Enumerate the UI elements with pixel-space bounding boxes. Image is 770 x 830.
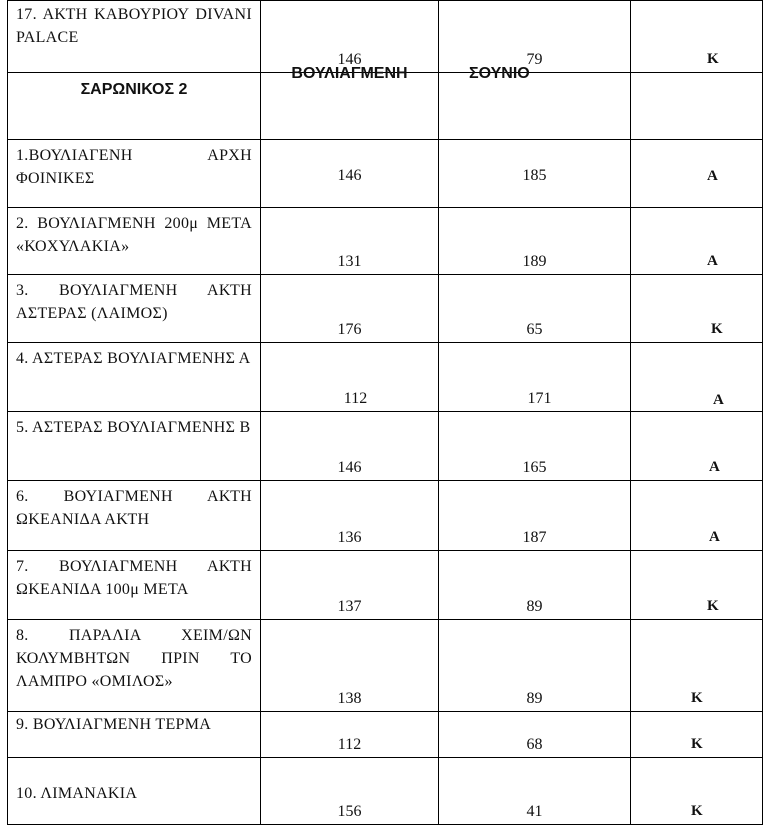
- beach-name-cell: [8, 140, 261, 208]
- vouliagmeni-value: 146: [337, 167, 362, 184]
- quality-grade: Α: [709, 529, 720, 545]
- sounio-value: 89: [526, 598, 543, 615]
- vouliagmeni-value-cell: [261, 343, 439, 412]
- vouliagmeni-value: 146: [337, 51, 362, 68]
- table-row: [8, 275, 763, 343]
- vouliagmeni-value-cell: [261, 1, 439, 73]
- vouliagmeni-value-cell: [261, 551, 439, 620]
- beach-name-cell: [8, 275, 261, 343]
- table-row: [8, 343, 763, 412]
- quality-grade: Κ: [691, 736, 703, 752]
- column-header-sounio: ΣΟΥΝΙΟ: [469, 65, 530, 82]
- beach-name: 1.ΒΟΥΛΙΑΓΕΝΗ ΑΡΧΗ ΦΟΙΝΙΚΕΣ: [16, 147, 252, 187]
- table-row: [8, 551, 763, 620]
- table-row: [8, 412, 763, 481]
- beach-name-cell: [8, 343, 261, 412]
- empty-header-cell: [631, 73, 763, 140]
- sounio-value-cell: [439, 208, 631, 275]
- vouliagmeni-value: 138: [337, 690, 362, 707]
- beach-name-cell: [8, 208, 261, 275]
- quality-grade: Α: [713, 392, 724, 408]
- vouliagmeni-value: 156: [337, 803, 362, 820]
- sounio-value-cell: [439, 758, 631, 825]
- vouliagmeni-value-cell: [261, 758, 439, 825]
- sounio-value-cell: [439, 343, 631, 412]
- beach-name: 5. ΑΣΤΕΡΑΣ ΒΟΥΛΙΑΓΜΕΝΗΣ Β: [16, 419, 251, 436]
- sounio-value-cell: [439, 620, 631, 712]
- table-row: [8, 620, 763, 712]
- beach-name: 8. ΠΑΡΑΛΙΑ ΧΕΙΜ/ΩΝ ΚΟΛΥΜΒΗΤΩΝ ΠΡΙΝ ΤΟ ΛΑΜΠΡΟ «ΟΜΙΛΟΣ»: [16, 627, 252, 690]
- vouliagmeni-value-cell: [261, 140, 439, 208]
- table-row: [8, 140, 763, 208]
- grade-cell: [631, 712, 763, 758]
- table-row: [8, 481, 763, 551]
- sounio-value: 65: [526, 321, 543, 338]
- quality-grade: Κ: [707, 598, 719, 614]
- sounio-value-cell: [439, 275, 631, 343]
- vouliagmeni-value-cell: [261, 620, 439, 712]
- vouliagmeni-value: 146: [337, 459, 362, 476]
- grade-cell: [631, 343, 763, 412]
- vouliagmeni-value: 176: [337, 321, 362, 338]
- quality-grade: Κ: [691, 803, 703, 819]
- quality-grade: Α: [709, 459, 720, 475]
- column-header-cell: [439, 65, 631, 140]
- quality-grade: Κ: [691, 690, 703, 706]
- sounio-value-cell: [439, 1, 631, 73]
- beach-name: 6. ΒΟΥΙΑΓΜΕΝΗ ΑΚΤΗ ΩΚΕΑΝΙΔΑ ΑΚΤΗ: [16, 488, 252, 528]
- grade-cell: [631, 481, 763, 551]
- water-quality-table: [7, 0, 763, 825]
- beach-name-cell: [8, 412, 261, 481]
- sounio-value-cell: [439, 140, 631, 208]
- grade-cell: [631, 140, 763, 208]
- grade-cell: [631, 412, 763, 481]
- vouliagmeni-value: 112: [337, 736, 362, 753]
- column-header-cell: [261, 65, 439, 140]
- table-row: [8, 758, 763, 825]
- sounio-value-cell: [439, 412, 631, 481]
- vouliagmeni-value: 112: [343, 390, 368, 407]
- beach-name: 4. ΑΣΤΕΡΑΣ ΒΟΥΛΙΑΓΜΕΝΗΣ Α: [16, 350, 251, 367]
- beach-name: 17. ΑΚΤΗ ΚΑΒΟΥΡΙΟΥ DIVANI PALACE: [16, 6, 252, 46]
- beach-name-cell: [8, 481, 261, 551]
- sounio-value: 41: [526, 803, 543, 820]
- section-title: ΣΑΡΩΝΙΚΟΣ 2: [80, 81, 188, 98]
- sounio-value-cell: [439, 481, 631, 551]
- section-title-cell: [8, 73, 261, 140]
- grade-cell: [631, 620, 763, 712]
- sounio-value: 68: [526, 736, 543, 753]
- beach-name: 3. ΒΟΥΛΙΑΓΜΕΝΗ ΑΚΤΗ ΑΣΤΕΡΑΣ (ΛΑΙΜΟΣ): [16, 282, 252, 322]
- vouliagmeni-value-cell: [261, 412, 439, 481]
- beach-name: 10. ΛΙΜΑΝΑΚΙΑ: [16, 785, 138, 802]
- grade-cell: [631, 758, 763, 825]
- beach-name-cell: [8, 620, 261, 712]
- table-row: [8, 208, 763, 275]
- quality-grade: Κ: [711, 321, 723, 337]
- vouliagmeni-value: 131: [337, 253, 362, 270]
- sounio-value: 189: [522, 253, 547, 270]
- sounio-value: 79: [526, 51, 543, 68]
- table-row: [8, 712, 763, 758]
- grade-cell: [631, 1, 763, 73]
- beach-name-cell: [8, 712, 261, 758]
- table-row: [8, 1, 763, 73]
- vouliagmeni-value-cell: [261, 275, 439, 343]
- beach-name-cell: [8, 551, 261, 620]
- grade-cell: [631, 208, 763, 275]
- sounio-value: 187: [522, 529, 547, 546]
- beach-name: 9. ΒΟΥΛΙΑΓΜΕΝΗ ΤΕΡΜΑ: [16, 716, 212, 733]
- column-header-vouliagmeni: ΒΟΥΛΙΑΓΜΕΝΗ: [291, 65, 408, 82]
- vouliagmeni-value-cell: [261, 712, 439, 758]
- sounio-value-cell: [439, 551, 631, 620]
- beach-name-cell: [8, 758, 261, 825]
- beach-name-cell: [8, 1, 261, 73]
- sounio-value-cell: [439, 712, 631, 758]
- vouliagmeni-value: 136: [337, 529, 362, 546]
- vouliagmeni-value: 137: [337, 598, 362, 615]
- sounio-value: 89: [526, 690, 543, 707]
- section-header-row: [8, 73, 763, 140]
- sounio-value: 185: [522, 167, 547, 184]
- quality-grade: Κ: [707, 51, 719, 67]
- quality-grade: Α: [707, 253, 718, 269]
- sounio-value: 171: [527, 390, 552, 407]
- vouliagmeni-value-cell: [261, 208, 439, 275]
- grade-cell: [631, 275, 763, 343]
- beach-name: 2. ΒΟΥΛΙΑΓΜΕΝΗ 200μ ΜΕΤΑ «ΚΟΧΥΛΑΚΙΑ»: [16, 215, 252, 255]
- beach-name: 7. ΒΟΥΛΙΑΓΜΕΝΗ ΑΚΤΗ ΩΚΕΑΝΙΔΑ 100μ ΜΕΤΑ: [16, 558, 252, 598]
- quality-grade: Α: [707, 168, 718, 184]
- sounio-value: 165: [522, 459, 547, 476]
- grade-cell: [631, 551, 763, 620]
- vouliagmeni-value-cell: [261, 481, 439, 551]
